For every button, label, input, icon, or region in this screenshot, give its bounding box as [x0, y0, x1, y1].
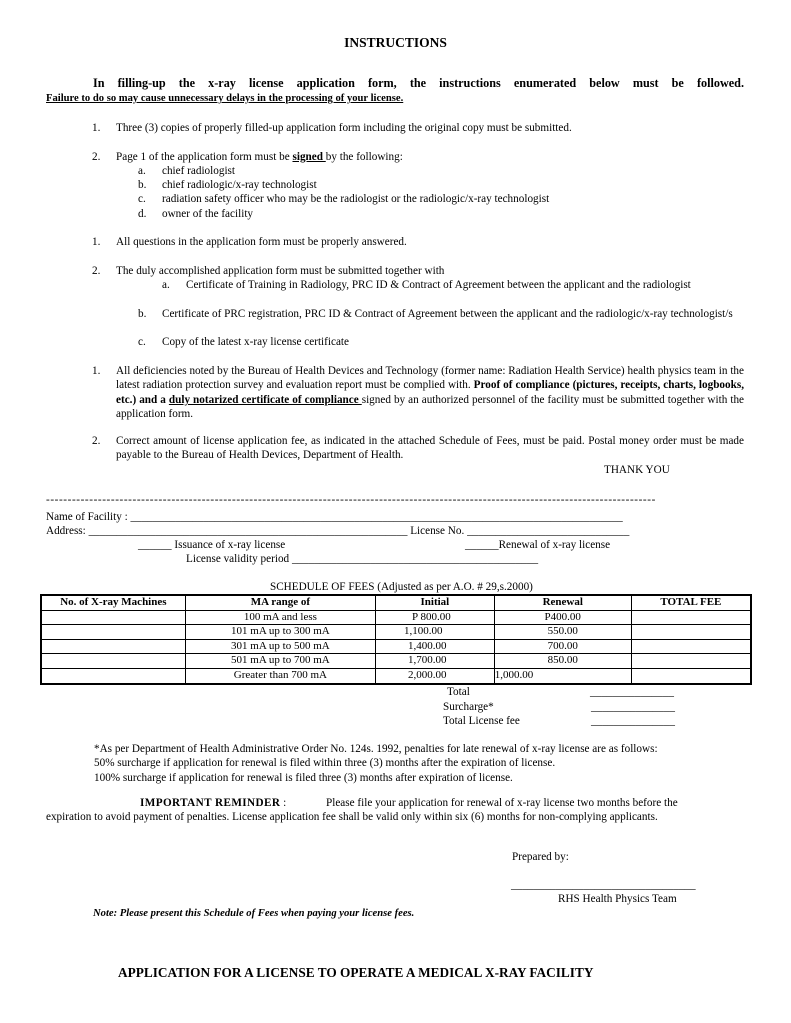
renewal-checkbox[interactable] [465, 538, 610, 552]
total-fee-cell[interactable] [631, 654, 751, 669]
notarized-emphasis: duly notarized certificate of compliance [168, 393, 362, 406]
table-row [41, 625, 751, 640]
sub-letter: b. [138, 308, 147, 320]
field-blank: ____________________________________________ [291, 553, 539, 565]
page-title: INSTRUCTIONS [344, 35, 447, 50]
field-blank: _________________________________________________________ [88, 525, 408, 537]
signatory-name: RHS Health Physics Team [558, 893, 677, 905]
ma-range-cell: 501 mA up to 700 mA [185, 654, 375, 669]
item-number: 1. [92, 365, 101, 377]
renewal-cell: 850.00 [494, 654, 631, 669]
field-label: Renewal of x-ray license [498, 539, 611, 551]
item-text: Correct amount of license application fee, as indicated in the attached Schedule of Fees, must be paid. Postal money order must be made payable to the Bureau of Health Devices, Department of Health. [116, 435, 744, 462]
field-blank: ______ [465, 539, 499, 551]
item-text-part: signed by an authorized personnel of the facility must be submitted together with the application form. [116, 393, 744, 421]
field-label: License validity period [186, 553, 292, 565]
payment-note: Note: Please present this Schedule of Fees when paying your license fees. [93, 908, 415, 919]
machines-cell[interactable] [41, 668, 185, 683]
field-blank: ______ [138, 539, 172, 551]
field-label: Address: [46, 525, 89, 537]
compliance-emphasis: Proof of compliance (pictures, receipts, charts, logbooks, etc.) and a [116, 379, 744, 406]
divider-line: --------------------------------------------------------------------------------------------------------------------------------------------- [46, 494, 656, 506]
reminder-colon: : [280, 797, 287, 809]
renewal-cell: 550.00 [494, 625, 631, 640]
address-field[interactable] [46, 524, 629, 538]
initial-cell: 2,000.00 [376, 668, 495, 683]
reminder-text: expiration to avoid payment of penalties. License application fee shall be valid only within six (6) months for non-complying applicants. [46, 811, 658, 823]
surcharge-note: 100% surcharge if application for renewal is filed three (3) months after expiration of license. [94, 772, 513, 784]
total-label: Total [447, 686, 470, 698]
table-row [41, 639, 751, 654]
renewal-cell: 1,000.00 [494, 668, 631, 683]
item-text-part: by the following: [325, 151, 403, 163]
item-text: All questions in the application form must be properly answered. [116, 236, 407, 248]
surcharge-note: *As per Department of Health Administrative Order No. 124s. 1992, penalties for late renewal of x-ray license are as follows: [94, 743, 658, 755]
sub-text: Certificate of PRC registration, PRC ID & Contract of Agreement between the applicant and the radiologic/x-ray technologist/s [162, 308, 733, 320]
ma-range-cell: 301 mA up to 500 mA [185, 639, 375, 654]
item-number: 1. [92, 236, 101, 248]
license-no-blank[interactable]: _____________________________ [467, 525, 630, 537]
item-text-part: Page 1 of the application form must be [116, 151, 293, 163]
column-header: No. of X-ray Machines [41, 595, 185, 610]
item-text: Three (3) copies of properly filled-up application form including the original copy must be submitted. [116, 122, 572, 134]
sub-text: Certificate of Training in Radiology, PRC ID & Contract of Agreement between the applicant and the radiologist [186, 279, 691, 291]
item-text [116, 364, 744, 422]
total-blank[interactable]: _______________ [590, 686, 674, 698]
column-header: Initial [376, 595, 495, 610]
sub-letter: c. [138, 336, 146, 348]
sub-letter: b. [138, 179, 147, 191]
total-fee-cell[interactable] [631, 668, 751, 683]
table-row [41, 668, 751, 683]
fee-table [40, 594, 752, 685]
total-fee-cell[interactable] [631, 639, 751, 654]
sub-text: owner of the facility [162, 208, 254, 220]
surcharge-label: Surcharge* [443, 701, 494, 713]
intro-warning: Failure to do so may cause unnecessary delays in the processing of your license. [46, 93, 404, 104]
renewal-cell: P400.00 [494, 610, 631, 625]
item-number: 2. [92, 435, 101, 447]
prepared-by-label: Prepared by: [512, 851, 569, 863]
surcharge-blank[interactable]: _______________ [591, 701, 675, 713]
initial-cell: 1,700.00 [376, 654, 495, 669]
initial-cell: 1,100.00 [376, 625, 495, 640]
machines-cell[interactable] [41, 639, 185, 654]
column-header: TOTAL FEE [631, 595, 751, 610]
reminder-text: Please file your application for renewal of x-ray license two months before the [326, 797, 678, 809]
sub-letter: d. [138, 208, 147, 220]
sub-letter: a. [138, 165, 146, 177]
item-text [116, 150, 403, 164]
reminder-label-text: IMPORTANT REMINDER [140, 797, 281, 809]
machines-cell[interactable] [41, 610, 185, 625]
renewal-cell: 700.00 [494, 639, 631, 654]
facility-name-field[interactable] [46, 510, 623, 524]
field-blank: ________________________________________________________________________________________ [130, 511, 623, 523]
total-license-fee-blank[interactable]: _______________ [591, 715, 675, 727]
initial-cell: 1,400.00 [376, 639, 495, 654]
surcharge-note: 50% surcharge if application for renewal is filed within three (3) months after the expiration of license. [94, 757, 556, 769]
sub-text: chief radiologic/x-ray technologist [162, 179, 317, 191]
sub-letter: a. [162, 279, 170, 291]
item-number: 1. [92, 122, 101, 134]
item-text: The duly accomplished application form must be submitted together with [116, 265, 445, 277]
machines-cell[interactable] [41, 625, 185, 640]
ma-range-cell: 101 mA up to 300 mA [185, 625, 375, 640]
license-no-label: License No. [407, 525, 468, 537]
field-label: Issuance of x-ray license [171, 539, 286, 551]
table-header-row [41, 595, 751, 610]
total-fee-cell[interactable] [631, 610, 751, 625]
ma-range-cell: Greater than 700 mA [185, 668, 375, 683]
signature-line[interactable]: _________________________________ [511, 879, 696, 891]
sub-text: Copy of the latest x-ray license certificate [162, 336, 349, 348]
signed-emphasis: signed [292, 151, 326, 163]
schedule-title: SCHEDULE OF FEES (Adjusted as per A.O. # 29,s.2000) [270, 581, 533, 593]
intro-text: In filling-up the x-ray license application form, the instructions enumerated below must be followed. [93, 76, 744, 90]
sub-letter: c. [138, 193, 146, 205]
item-number: 2. [92, 151, 101, 163]
field-label: Name of Facility : [46, 511, 131, 523]
table-row [41, 654, 751, 669]
validity-period-field[interactable] [186, 552, 538, 566]
reminder-label [140, 796, 286, 810]
machines-cell[interactable] [41, 654, 185, 669]
sub-text: chief radiologist [162, 165, 236, 177]
item-text-part: All deficiencies noted by the Bureau of Health Devices and Technology (former name: Radiation Health Service) health physics team in the latest radiation protection survey and evaluation report must be complied with. [116, 365, 744, 392]
column-header: Renewal [494, 595, 631, 610]
table-row [41, 610, 751, 625]
initial-cell: P 800.00 [376, 610, 495, 625]
total-fee-cell[interactable] [631, 625, 751, 640]
ma-range-cell: 100 mA and less [185, 610, 375, 625]
column-header: MA range of [185, 595, 375, 610]
item-number: 2. [92, 265, 101, 277]
form-title: APPLICATION FOR A LICENSE TO OPERATE A MEDICAL X-RAY FACILITY [118, 965, 594, 980]
sub-text: radiation safety officer who may be the radiologist or the radiologic/x-ray technologist [162, 193, 550, 205]
total-license-fee-label: Total License fee [443, 715, 520, 727]
issuance-checkbox[interactable] [138, 538, 285, 552]
thank-you: THANK YOU [604, 464, 670, 476]
